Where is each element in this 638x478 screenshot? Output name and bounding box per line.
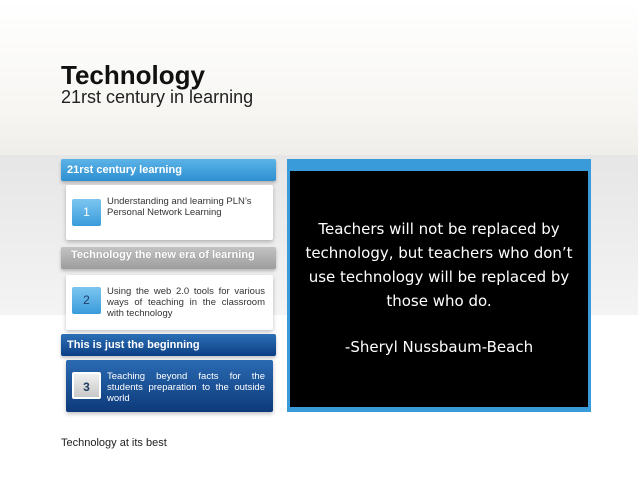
section-text: Using the web 2.0 tools for various ways of teaching in the classroom with technology — [107, 286, 265, 319]
quote-panel — [290, 171, 588, 407]
section-text: Teaching beyond facts for the students preparation to the outside world — [107, 371, 265, 404]
slide-subtitle: 21rst century in learning — [61, 87, 254, 107]
quote-text: Teachers will not be replaced by technology, but teachers who don’t use technology will be replaced by those who do. — [305, 220, 573, 310]
section-header-2: Technology the new era of learning — [61, 247, 276, 269]
section-number-badge: 3 — [72, 372, 101, 399]
quote-author: -Sheryl Nussbaum-Beach — [344, 338, 534, 356]
section-number-badge: 2 — [72, 287, 101, 314]
section-number-badge: 1 — [72, 199, 101, 226]
section-card-2 — [66, 275, 273, 330]
section-card-1 — [66, 185, 273, 240]
slide-title: Technology — [61, 60, 205, 90]
section-card-3 — [66, 360, 273, 412]
section-text: Understanding and learning PLN’s Personal Network Learning — [107, 196, 252, 218]
slide-footer: Technology at its best — [61, 437, 167, 449]
section-header-3: This is just the beginning — [61, 334, 276, 356]
section-header-1: 21rst century learning — [61, 159, 276, 181]
